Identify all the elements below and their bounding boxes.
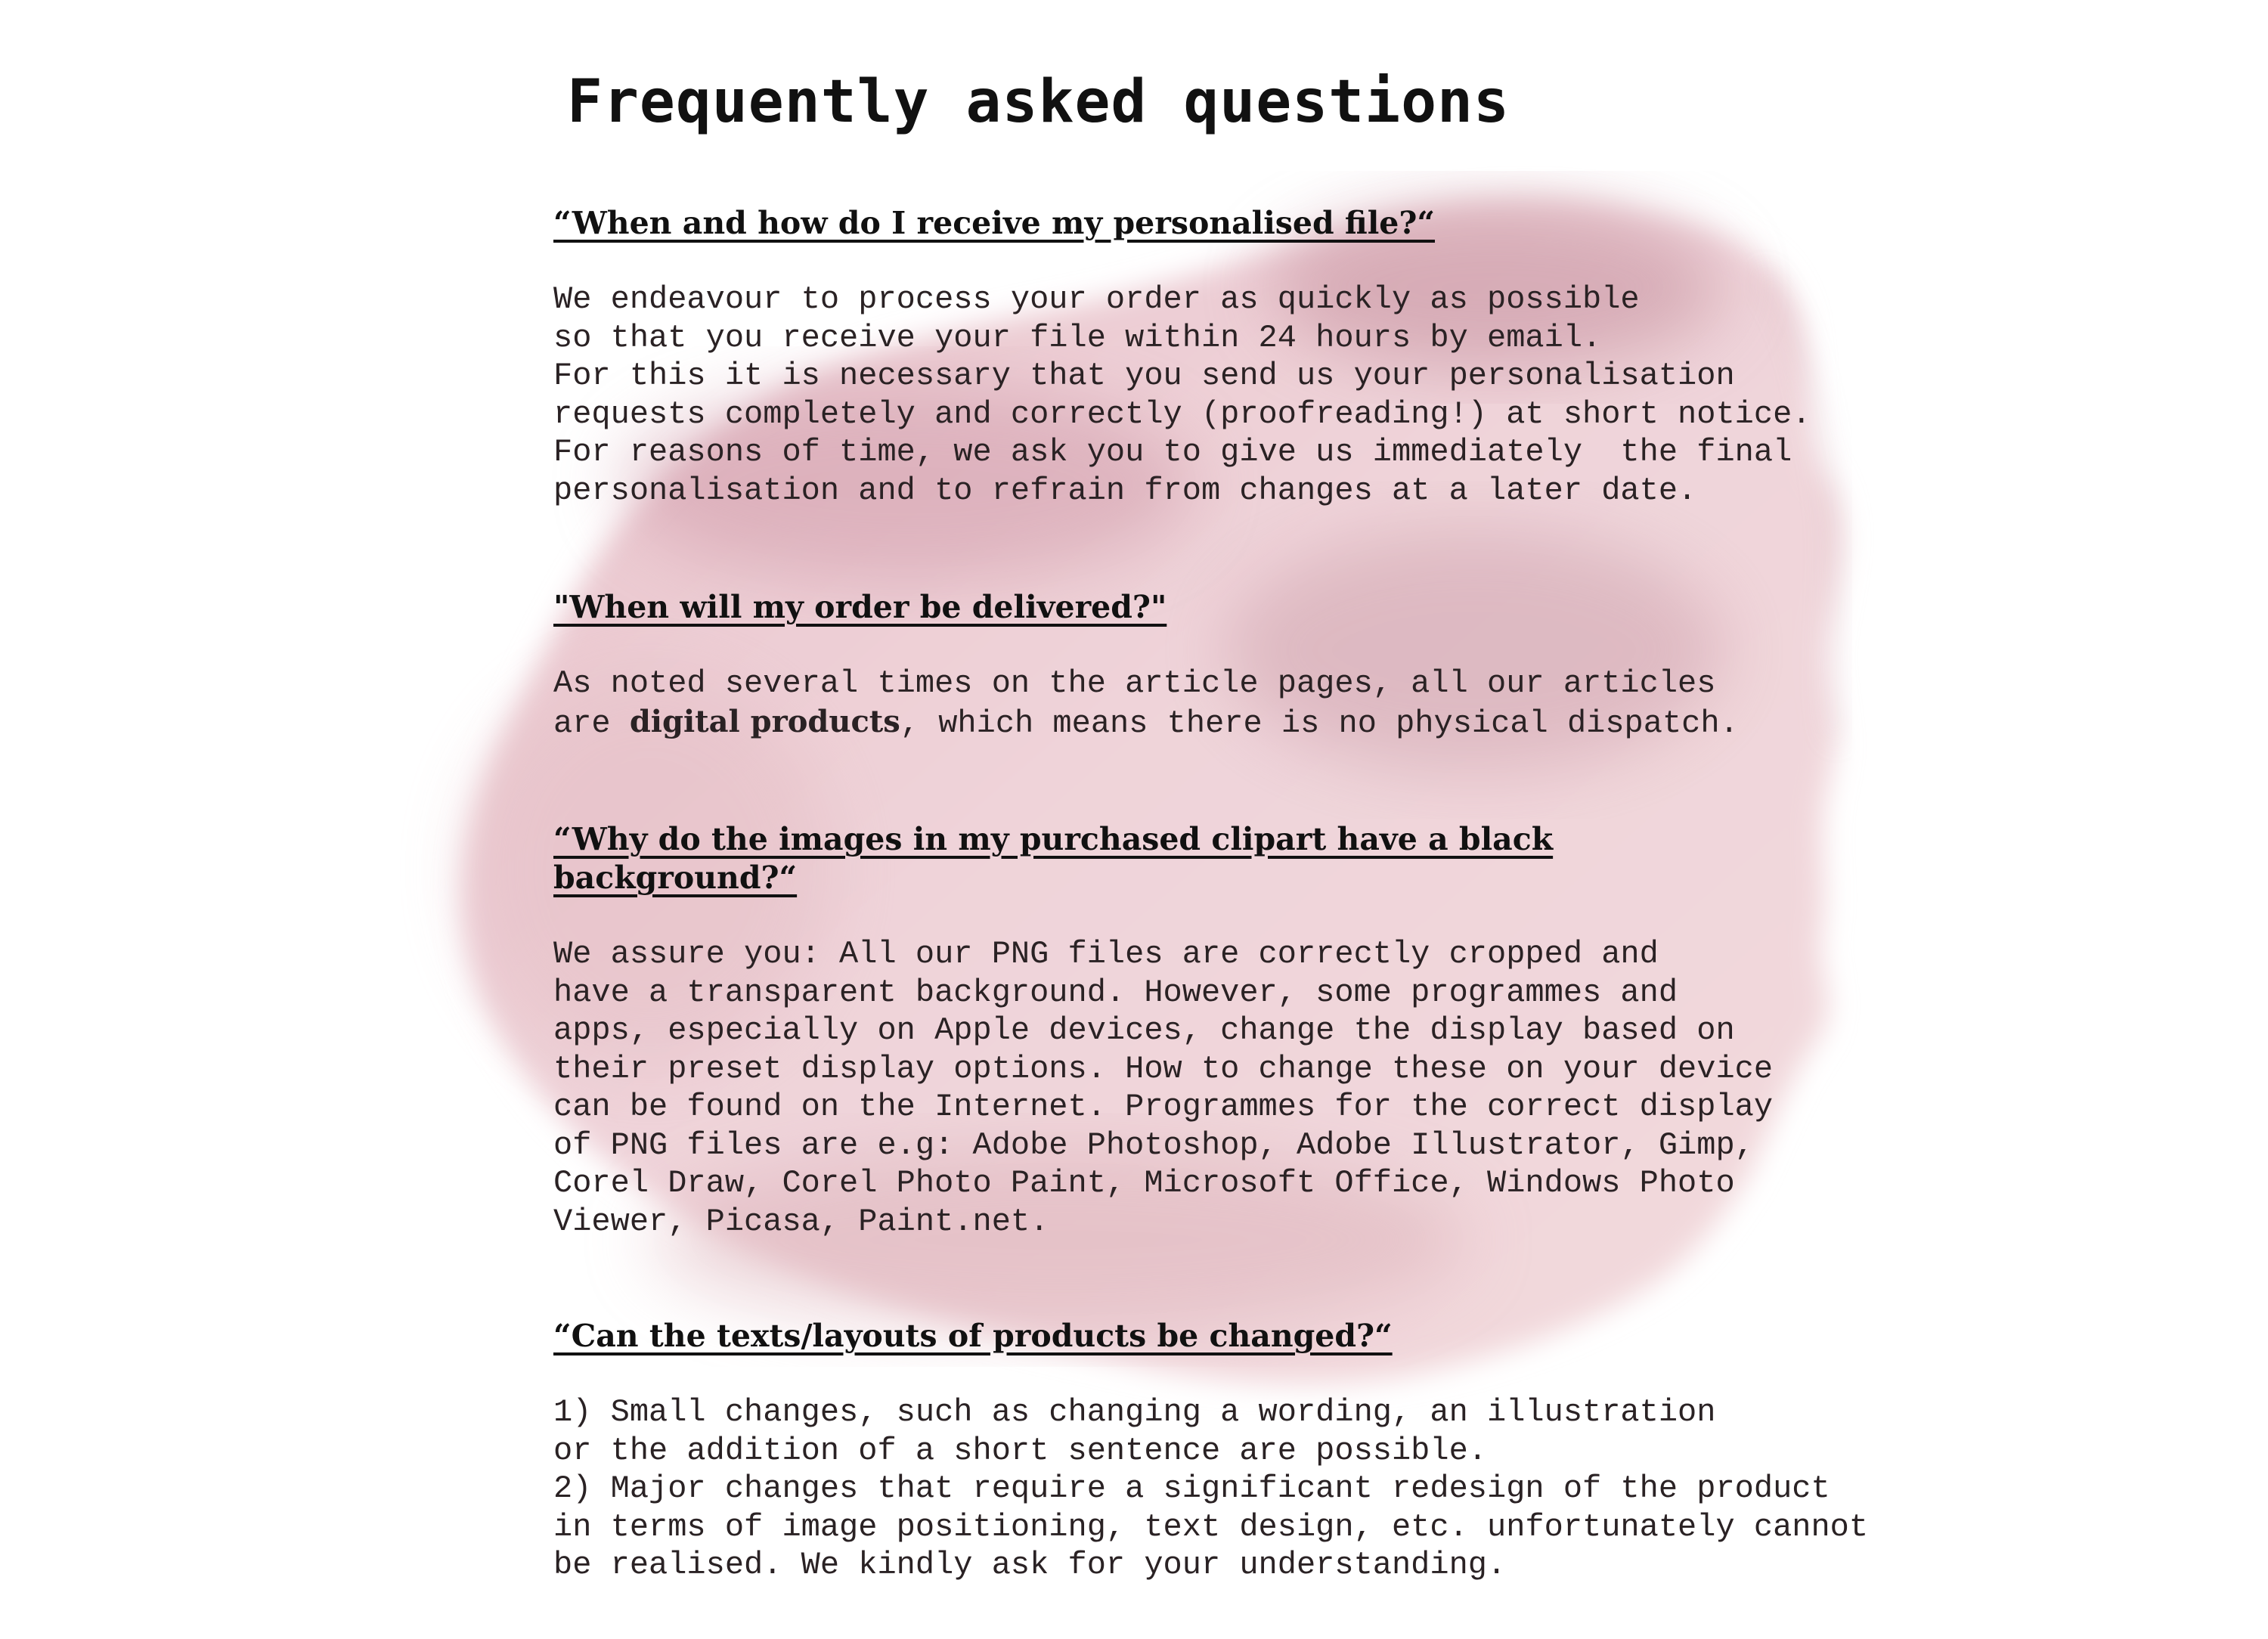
faq-item-1 bbox=[553, 204, 1869, 510]
faq-page bbox=[553, 60, 1869, 144]
answer-line: their preset display options. How to change these on your device bbox=[553, 1050, 1774, 1087]
answer-line: personalisation and to refrain from changes at a later date. bbox=[553, 472, 1697, 509]
faq-question: "When will my order be delivered?" bbox=[553, 589, 1167, 625]
answer-line: apps, especially on Apple devices, change the display based on bbox=[553, 1012, 1735, 1049]
answer-line: For this it is necessary that you send us your personalisation bbox=[553, 358, 1735, 394]
answer-emphasis: digital products bbox=[629, 703, 900, 739]
answer-line: be realised. We kindly ask for your understanding. bbox=[553, 1547, 1507, 1583]
faq-item-2 bbox=[553, 588, 1869, 742]
faq-question: “Can the texts/layouts of products be changed?“ bbox=[553, 1318, 1393, 1354]
answer-line: For reasons of time, we ask you to give us immediately the final bbox=[553, 434, 1792, 470]
answer-text: , which means there is no physical dispatch. bbox=[900, 705, 1739, 742]
answer-line: or the addition of a short sentence are possible. bbox=[553, 1432, 1488, 1469]
faq-question: “When and how do I receive my personalised file?“ bbox=[553, 205, 1435, 241]
answer-line: so that you receive your file within 24 hours by email. bbox=[553, 319, 1602, 356]
answer-line: of PNG files are e.g: Adobe Photoshop, Adobe Illustrator, Gimp, bbox=[553, 1126, 1754, 1163]
answer-line: have a transparent background. However, some programmes and bbox=[553, 974, 1678, 1011]
answer-line: 2) Major changes that require a significant redesign of the product bbox=[553, 1470, 1830, 1507]
faq-item-3 bbox=[553, 820, 1869, 1241]
faq-item-4 bbox=[553, 1317, 1869, 1585]
faq-answer bbox=[553, 280, 1869, 510]
faq-question: “Why do the images in my purchased clipart have a black background?“ bbox=[553, 821, 1554, 896]
answer-line: in terms of image positioning, text design, etc. unfortunately cannot bbox=[553, 1508, 1869, 1545]
answer-line: Corel Draw, Corel Photo Paint, Microsoft Office, Windows Photo bbox=[553, 1165, 1735, 1201]
answer-line: Viewer, Picasa, Paint.net. bbox=[553, 1203, 1049, 1240]
answer-line: We endeavour to process your order as quickly as possible bbox=[553, 281, 1640, 318]
answer-line: We assure you: All our PNG files are correctly cropped and bbox=[553, 936, 1659, 972]
page-title: Frequently asked questions bbox=[567, 68, 1510, 136]
answer-line: requests completely and correctly (proofreading!) at short notice. bbox=[553, 395, 1811, 432]
answer-text: are bbox=[553, 705, 630, 742]
answer-line: As noted several times on the article pages, all our articles bbox=[553, 665, 1716, 702]
faq-answer bbox=[553, 1393, 1869, 1585]
answer-line: 1) Small changes, such as changing a wording, an illustration bbox=[553, 1394, 1716, 1430]
faq-answer bbox=[553, 935, 1869, 1241]
answer-line: can be found on the Internet. Programmes for the correct display bbox=[553, 1089, 1774, 1125]
faq-answer bbox=[553, 665, 1869, 742]
answer-line bbox=[553, 703, 1869, 743]
